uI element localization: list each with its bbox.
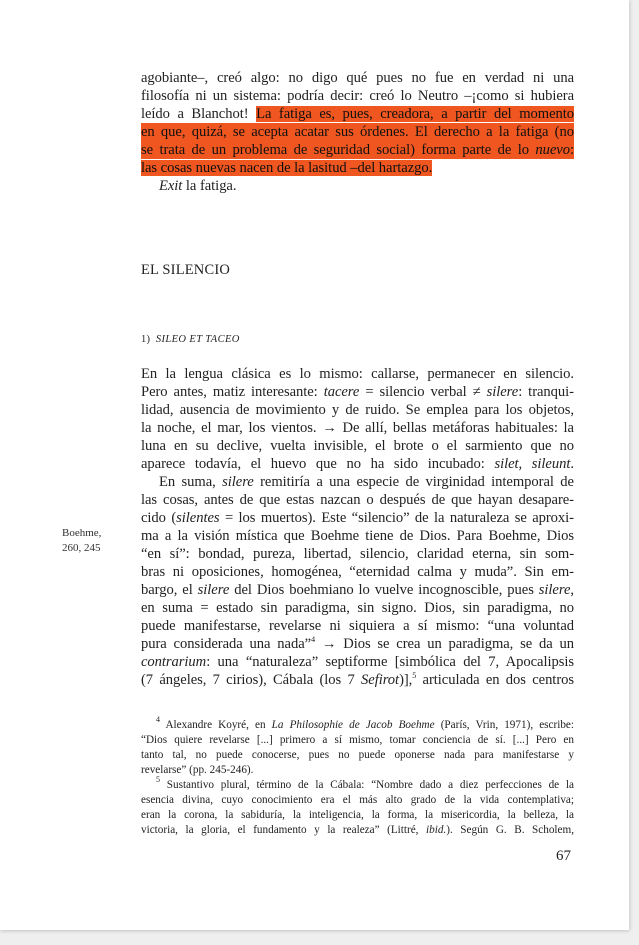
margin-note-line: 260, 245 [62, 542, 101, 554]
text-line [159, 473, 574, 491]
text-line [141, 455, 574, 473]
highlighted-line [141, 123, 574, 141]
highlighted-text[interactable] [141, 141, 574, 159]
italic-term: Sefirot [361, 672, 400, 688]
text-line [141, 105, 574, 123]
italic-term: silentes [176, 510, 220, 526]
footnote-line [156, 715, 574, 733]
italic-term: silere [197, 582, 230, 598]
text-span: (7 ángeles, 7 cirios), Cábala (los 7 [141, 672, 355, 688]
text-line [159, 177, 574, 195]
footnote-line: esencia divina, cuyo conocimiento era el más alto grado de la vida contemplativa; [141, 794, 574, 806]
text-span: = los muertos). Este “silencio” de la naturaleza se aproxi- [219, 510, 574, 526]
text-line: la noche, el mar, los vientos. → De allí, bellas metáforas habituales: la [141, 420, 574, 436]
text-line: las cosas, antes de que estas nazcan o después de que hayan desapare- [141, 492, 574, 508]
text-line [141, 383, 574, 401]
footnote-line: tanto tal, no puede conocerse, pues no puede oponerse nada para manifestarse y [141, 749, 574, 761]
text-span: se trata de un problema de seguridad social) forma parte de lo [141, 142, 529, 158]
text-line: ma a la visión mística que Boehme tiene de Dios. Para Boehme, Dios [141, 528, 574, 544]
footnote-line [141, 823, 574, 838]
margin-note [62, 526, 132, 556]
text-span: pura considerada una nada” [141, 636, 312, 652]
text-line: en suma = estado sin paradigma, sin signo. Dios, sin paradigma, no [141, 600, 574, 616]
text-line [141, 509, 574, 527]
text-line [141, 581, 574, 599]
footnote-number: 5 [156, 775, 160, 784]
footnote-number: 4 [156, 715, 160, 724]
text-span: la fatiga. [182, 178, 237, 194]
text-span: En suma, [159, 474, 216, 490]
highlighted-line [141, 141, 574, 159]
text-span: → Dios se crea un paradigma, se da un [315, 636, 574, 652]
italic-term: tacere [323, 384, 360, 400]
subsection-number: 1) [141, 334, 151, 345]
text-line [141, 635, 574, 653]
italic-term: silet, sileunt [494, 456, 571, 472]
italic-term: silere [222, 474, 254, 490]
text-line: agobiante–, creó algo: no digo qué pues no fue en verdad ni una [141, 70, 574, 86]
italic-term: La Philosophie de Jacob Boehme [271, 719, 435, 731]
text-span: : una “naturaleza” septiforme [simbólica del 7, Apocalipsis [206, 654, 574, 670]
highlighted-text[interactable]: La fatiga es, pues, creadora, a partir del momento [256, 106, 574, 122]
text-span: victoria, la gloria, el fundamento y la realeza” (Littré, [141, 824, 419, 836]
text-span: , [570, 582, 574, 598]
text-span: = silencio verbal ≠ [359, 384, 481, 400]
text-span: ). Según G. B. Scholem, [446, 824, 574, 836]
footnote-ref[interactable]: 4 [311, 635, 316, 644]
text-span: articulada en dos centros [416, 672, 575, 688]
text-span: : [569, 142, 574, 158]
margin-note-line: Boehme, [62, 527, 102, 539]
highlighted-text[interactable]: las cosas nuevas nacen de la lasitud –del hartazgo. [141, 160, 433, 176]
text-span: leído a Blanchot! [141, 106, 249, 122]
footnote-line: revelarse” (pp. 245-246). [141, 764, 254, 776]
text-span: . [570, 456, 574, 472]
footnote-line: eran la corona, la sabiduría, la inteligencia, la forma, la misericordia, la belleza, la [141, 809, 574, 821]
text-span: remitiría a una especie de virginidad intemporal de [260, 474, 574, 490]
text-span: Alexandre Koyré, en [160, 719, 266, 731]
text-span: : tranqui- [518, 384, 574, 400]
text-span: bargo, el [141, 582, 193, 598]
highlighted-text[interactable]: en que, quizá, se acepta acatar sus órdenes. El derecho a la fatiga (no [141, 124, 574, 140]
text-span: del Dios boehmiano lo vuelve incognoscible, pues [234, 582, 534, 598]
italic-term: nuevo [535, 142, 570, 158]
text-span: )], [399, 672, 413, 688]
text-line: puede manifestarse, revelarse ni siquiera a sí mismo: “una voluntad [141, 618, 574, 634]
text-line [141, 653, 574, 671]
page-number: 67 [556, 848, 571, 864]
text-span: cido ( [141, 510, 177, 526]
italic-term: silere [486, 384, 519, 400]
section-heading: EL SILENCIO [141, 262, 231, 278]
text-span: aparece todavía, el huevo que no ha sido incubado: [141, 456, 485, 472]
subsection-title: SILEO ET TACEO [155, 334, 240, 345]
italic-term: silere [538, 582, 571, 598]
italic-term: Exit [159, 178, 183, 194]
text-span: (París, Vrin, 1971), escribe: [434, 719, 574, 731]
text-line: bras ni oposiciones, homogénea, “eternidad calma y muda”. Sin em- [141, 564, 574, 580]
text-line: En la lengua clásica es lo mismo: callarse, permanecer en silencio. [141, 366, 574, 382]
italic-term: contrarium [141, 654, 207, 670]
footnote-ref[interactable]: 5 [412, 671, 417, 680]
text-line: filosofía ni un sistema: podría decir: creó lo Neutro –¡como si hubiera [141, 88, 574, 104]
text-line: lidad, ausencia de movimiento y de ruido. Se emplea para los objetos, [141, 402, 574, 418]
text-line: “en sí”: bondad, pureza, libertad, silencio, claridad eterna, sin som- [141, 546, 574, 562]
subsection-heading [141, 334, 240, 345]
text-line [141, 671, 574, 689]
footnote-line [156, 775, 574, 793]
text-line: luna en su declive, vuelta invisible, el brote o el sarmiento que no [141, 438, 574, 454]
text-span: Sustantivo plural, término de la Cábala: “Nombre dado a diez perfecciones de la [160, 779, 574, 791]
text-span: Pero antes, matiz interesante: [141, 384, 318, 400]
highlighted-line [141, 159, 432, 177]
footnote-line: “Dios quiere revelarse [...] primero a sí mismo, tomar conciencia de sí. [...] Pero en [141, 734, 574, 746]
italic-term: ibid. [426, 824, 447, 836]
